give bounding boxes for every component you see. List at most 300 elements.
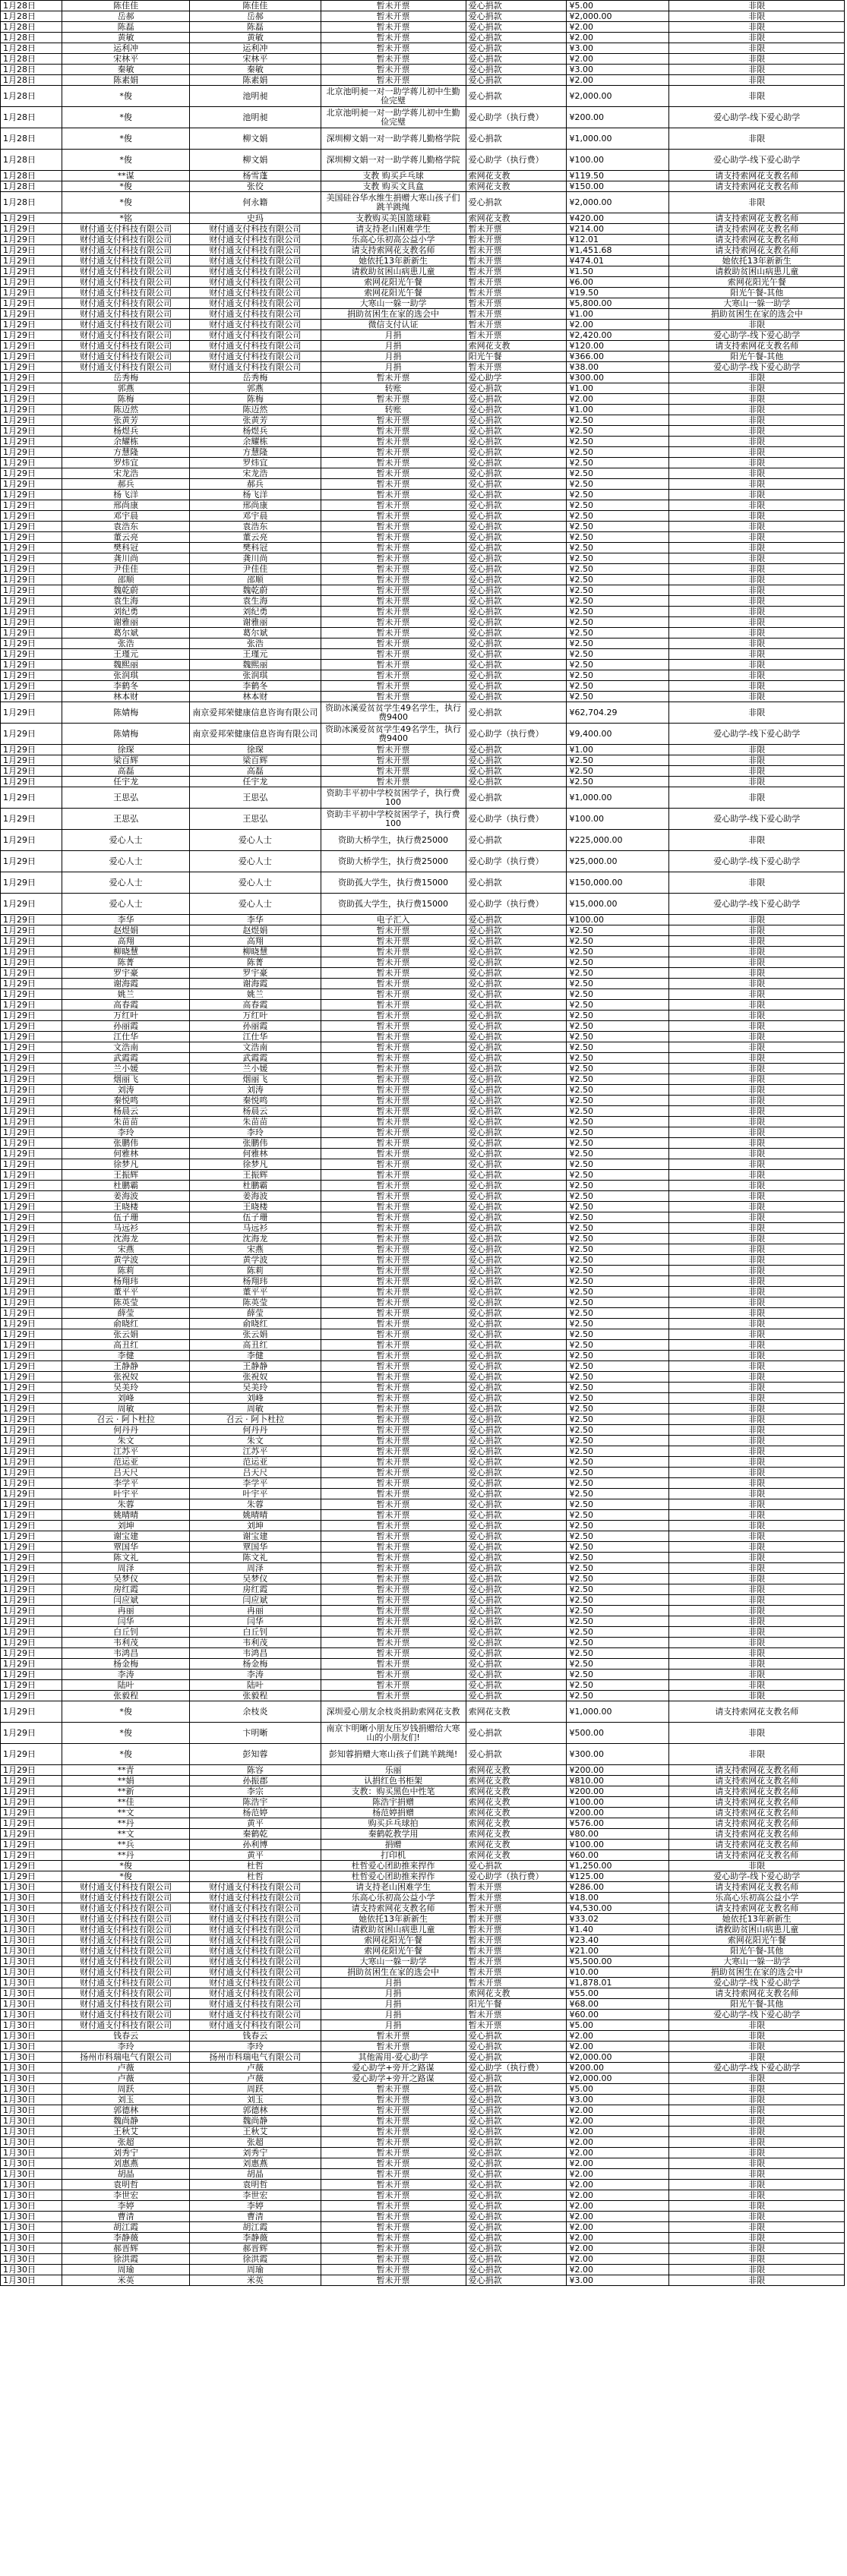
table-row bbox=[1, 277, 845, 288]
remark-name-cell: 财付通支付科技有限公司 bbox=[190, 1882, 321, 1893]
destination-cell: 非限 bbox=[669, 447, 845, 458]
remark-name-cell: 王晓楼 bbox=[190, 1202, 321, 1212]
date-cell: 1月29日 bbox=[1, 543, 62, 553]
destination-cell: 爱心助学-线下爱心助学 bbox=[669, 2063, 845, 2073]
remark-name-cell: 余耀栋 bbox=[190, 437, 321, 447]
amount-cell: ¥300.00 bbox=[567, 1744, 669, 1765]
donor-cell: 卢薇 bbox=[62, 2063, 189, 2073]
destination-cell: 爱心助学-线下爱心助学 bbox=[669, 894, 845, 915]
destination-cell: 请支持索网花支教名师 bbox=[669, 181, 845, 192]
table-row bbox=[1, 1648, 845, 1659]
date-cell: 1月29日 bbox=[1, 915, 62, 925]
destination-cell: 非限 bbox=[669, 1191, 845, 1202]
purpose-cell: 暂未开票 bbox=[321, 2158, 466, 2169]
date-cell: 1月29日 bbox=[1, 1786, 62, 1797]
remark-name-cell: 杨晨云 bbox=[190, 1106, 321, 1117]
donation-type-cell: 爱心捐款 bbox=[466, 2127, 567, 2137]
remark-name-cell: 财付通支付科技有限公司 bbox=[190, 224, 321, 235]
purpose-cell: 暂未开票 bbox=[321, 2233, 466, 2243]
donor-cell: 高丑红 bbox=[62, 1340, 189, 1351]
donation-type-cell: 暂未开票 bbox=[466, 362, 567, 373]
donor-cell: 财付通支付科技有限公司 bbox=[62, 362, 189, 373]
donor-cell: 财付通支付科技有限公司 bbox=[62, 298, 189, 309]
remark-name-cell: 财付通支付科技有限公司 bbox=[190, 352, 321, 362]
destination-cell: 非限 bbox=[669, 437, 845, 447]
date-cell: 1月29日 bbox=[1, 649, 62, 660]
purpose-cell: 暂未开票 bbox=[321, 1680, 466, 1691]
donor-cell: 杨翔玮 bbox=[62, 1276, 189, 1287]
remark-name-cell: 江仕华 bbox=[190, 1032, 321, 1042]
destination-cell: 非限 bbox=[669, 1861, 845, 1871]
donor-cell: 陈婧梅 bbox=[62, 724, 189, 745]
donation-type-cell: 爱心捐款 bbox=[466, 1351, 567, 1361]
donation-type-cell: 爱心捐款 bbox=[466, 660, 567, 670]
donor-cell: 爱心人士 bbox=[62, 894, 189, 915]
donor-cell: 财付通支付科技有限公司 bbox=[62, 266, 189, 277]
donor-cell: 杨金梅 bbox=[62, 1659, 189, 1670]
date-cell: 1月29日 bbox=[1, 1096, 62, 1106]
donation-type-cell: 索网花支教 bbox=[466, 181, 567, 192]
date-cell: 1月29日 bbox=[1, 1170, 62, 1181]
destination-cell: 非限 bbox=[669, 1202, 845, 1212]
donation-type-cell: 爱心捐款 bbox=[466, 1000, 567, 1011]
destination-cell: 请支持索网花支教名师 bbox=[669, 1840, 845, 1850]
donor-cell: 财付通支付科技有限公司 bbox=[62, 320, 189, 330]
date-cell: 1月29日 bbox=[1, 1595, 62, 1606]
donor-cell: 高翔 bbox=[62, 936, 189, 947]
purpose-cell: 暂未开票 bbox=[321, 458, 466, 468]
donation-type-cell: 爱心捐款 bbox=[466, 2042, 567, 2052]
date-cell: 1月29日 bbox=[1, 1000, 62, 1011]
remark-name-cell: 财付通支付科技有限公司 bbox=[190, 1893, 321, 1903]
table-row bbox=[1, 1978, 845, 1988]
amount-cell: ¥2.50 bbox=[567, 1011, 669, 1021]
table-row bbox=[1, 787, 845, 809]
amount-cell: ¥2.00 bbox=[567, 2105, 669, 2116]
donation-type-cell: 爱心捐款 bbox=[466, 1521, 567, 1531]
destination-cell: 非限 bbox=[669, 2148, 845, 2158]
amount-cell: ¥2,000.00 bbox=[567, 86, 669, 107]
date-cell: 1月28日 bbox=[1, 43, 62, 54]
purpose-cell: 捐助贫困生在家的选会中 bbox=[321, 1967, 466, 1978]
destination-cell: 非限 bbox=[669, 968, 845, 979]
date-cell: 1月29日 bbox=[1, 596, 62, 607]
donor-cell: 岳郝 bbox=[62, 11, 189, 22]
donor-cell: 财付通支付科技有限公司 bbox=[62, 1967, 189, 1978]
purpose-cell: 爱心助学+旁开之路谋 bbox=[321, 2063, 466, 2073]
amount-cell: ¥2.00 bbox=[567, 2201, 669, 2212]
remark-name-cell: 江苏平 bbox=[190, 1446, 321, 1457]
donor-cell: 郭德林 bbox=[62, 2105, 189, 2116]
remark-name-cell: 宋燕 bbox=[190, 1244, 321, 1255]
table-row bbox=[1, 1372, 845, 1383]
purpose-cell: 月捐 bbox=[321, 2020, 466, 2031]
table-row bbox=[1, 298, 845, 309]
amount-cell: ¥2.50 bbox=[567, 766, 669, 777]
donation-type-cell: 爱心捐款 bbox=[466, 1404, 567, 1414]
donation-type-cell: 索网花支教 bbox=[466, 341, 567, 352]
amount-cell: ¥200.00 bbox=[567, 1786, 669, 1797]
date-cell: 1月29日 bbox=[1, 479, 62, 490]
amount-cell: ¥1,000.00 bbox=[567, 1701, 669, 1723]
destination-cell: 非限 bbox=[669, 2254, 845, 2265]
donor-cell: 财付通支付科技有限公司 bbox=[62, 330, 189, 341]
amount-cell: ¥2.00 bbox=[567, 2042, 669, 2052]
date-cell: 1月29日 bbox=[1, 1563, 62, 1574]
remark-name-cell: 杜鹏霸 bbox=[190, 1181, 321, 1191]
purpose-cell: 暂未开票 bbox=[321, 2095, 466, 2105]
donation-type-cell: 爱心助学 bbox=[466, 373, 567, 383]
amount-cell: ¥2.50 bbox=[567, 1606, 669, 1616]
purpose-cell: 暂未开票 bbox=[321, 511, 466, 522]
amount-cell: ¥2.50 bbox=[567, 1510, 669, 1521]
remark-name-cell: 黄平 bbox=[190, 1850, 321, 1861]
donation-type-cell: 爱心捐款 bbox=[466, 1446, 567, 1457]
donation-type-cell: 爱心捐款 bbox=[466, 1616, 567, 1627]
donation-type-cell: 爱心捐款 bbox=[466, 989, 567, 1000]
amount-cell: ¥2.50 bbox=[567, 947, 669, 957]
amount-cell: ¥2.50 bbox=[567, 1393, 669, 1404]
donation-type-cell: 爱心捐款 bbox=[466, 1181, 567, 1191]
remark-name-cell: 罗炜宜 bbox=[190, 458, 321, 468]
table-row bbox=[1, 1967, 845, 1978]
destination-cell: 非限 bbox=[669, 766, 845, 777]
donation-type-cell: 爱心捐款 bbox=[466, 585, 567, 596]
date-cell: 1月29日 bbox=[1, 1351, 62, 1361]
table-row bbox=[1, 1478, 845, 1489]
amount-cell: ¥33.02 bbox=[567, 1914, 669, 1925]
amount-cell: ¥2.50 bbox=[567, 1308, 669, 1319]
destination-cell: 非限 bbox=[669, 787, 845, 809]
date-cell: 1月30日 bbox=[1, 2031, 62, 2042]
donation-type-cell: 索网花支教 bbox=[466, 213, 567, 224]
date-cell: 1月30日 bbox=[1, 1946, 62, 1956]
purpose-cell: 暂未开票 bbox=[321, 692, 466, 702]
remark-name-cell: 吴美玲 bbox=[190, 1383, 321, 1393]
date-cell: 1月29日 bbox=[1, 809, 62, 830]
donor-cell: 陈菁 bbox=[62, 957, 189, 968]
purpose-cell: 资助冰溪爱贫贫学生49名学生，执行费9400 bbox=[321, 724, 466, 745]
donation-type-cell: 爱心捐款 bbox=[466, 2265, 567, 2275]
donor-cell: **文 bbox=[62, 1829, 189, 1840]
table-row bbox=[1, 1840, 845, 1850]
table-row bbox=[1, 872, 845, 894]
destination-cell: 请救助贫困山病患儿童 bbox=[669, 266, 845, 277]
remark-name-cell: 财付通支付科技有限公司 bbox=[190, 309, 321, 320]
purpose-cell: 请支持索网花支教名师 bbox=[321, 1903, 466, 1914]
amount-cell: ¥200.00 bbox=[567, 107, 669, 128]
remark-name-cell: 白丘钊 bbox=[190, 1627, 321, 1638]
amount-cell: ¥9,400.00 bbox=[567, 724, 669, 745]
remark-name-cell: 郝兵 bbox=[190, 479, 321, 490]
purpose-cell: 捐赠 bbox=[321, 1840, 466, 1850]
table-row bbox=[1, 2158, 845, 2169]
purpose-cell: 暂未开票 bbox=[321, 1106, 466, 1117]
purpose-cell: 暂未开票 bbox=[321, 1266, 466, 1276]
date-cell: 1月29日 bbox=[1, 1542, 62, 1553]
table-row bbox=[1, 809, 845, 830]
amount-cell: ¥2.50 bbox=[567, 585, 669, 596]
donor-cell: 周瑜 bbox=[62, 2265, 189, 2275]
donation-type-cell: 爱心捐款 bbox=[466, 1670, 567, 1680]
remark-name-cell: 闫应斌 bbox=[190, 1595, 321, 1606]
amount-cell: ¥4,530.00 bbox=[567, 1903, 669, 1914]
donation-type-cell: 索网花支教 bbox=[466, 1988, 567, 1999]
date-cell: 1月30日 bbox=[1, 2127, 62, 2137]
destination-cell: 非限 bbox=[669, 1138, 845, 1149]
remark-name-cell: 陈莉 bbox=[190, 1266, 321, 1276]
purpose-cell: 支教 购买文具盒 bbox=[321, 181, 466, 192]
table-row bbox=[1, 394, 845, 405]
destination-cell: 非限 bbox=[669, 692, 845, 702]
table-row bbox=[1, 681, 845, 692]
donor-cell: 任宇龙 bbox=[62, 777, 189, 787]
donor-cell: 张润琪 bbox=[62, 670, 189, 681]
purpose-cell: 月捐 bbox=[321, 1978, 466, 1988]
donation-type-cell: 爱心捐款 bbox=[466, 1574, 567, 1584]
amount-cell: ¥2.50 bbox=[567, 1181, 669, 1191]
table-row bbox=[1, 1553, 845, 1563]
amount-cell: ¥2.50 bbox=[567, 1584, 669, 1595]
donor-cell: **丹 bbox=[62, 1818, 189, 1829]
table-row bbox=[1, 373, 845, 383]
purpose-cell: 暂未开票 bbox=[321, 2148, 466, 2158]
donor-cell: 财付通支付科技有限公司 bbox=[62, 277, 189, 288]
purpose-cell: 暂未开票 bbox=[321, 33, 466, 43]
purpose-cell: 暂未开票 bbox=[321, 2254, 466, 2265]
purpose-cell: 暂未开票 bbox=[321, 1032, 466, 1042]
destination-cell: 非限 bbox=[669, 532, 845, 543]
donation-type-cell: 暂未开票 bbox=[466, 298, 567, 309]
amount-cell: ¥2.50 bbox=[567, 500, 669, 511]
amount-cell: ¥1,000.00 bbox=[567, 128, 669, 150]
table-row bbox=[1, 330, 845, 341]
donor-cell: *俊 bbox=[62, 181, 189, 192]
amount-cell: ¥150,000.00 bbox=[567, 872, 669, 894]
donation-type-cell: 爱心捐款 bbox=[466, 1553, 567, 1563]
remark-name-cell: 邵顺 bbox=[190, 575, 321, 585]
remark-name-cell: 杨雪蓬 bbox=[190, 171, 321, 181]
amount-cell: ¥2.50 bbox=[567, 925, 669, 936]
donor-cell: 陈婧梅 bbox=[62, 702, 189, 724]
purpose-cell: 暂未开票 bbox=[321, 1542, 466, 1553]
table-row bbox=[1, 1425, 845, 1436]
date-cell: 1月29日 bbox=[1, 1212, 62, 1223]
remark-name-cell: 财付通支付科技有限公司 bbox=[190, 362, 321, 373]
donation-type-cell: 爱心捐款 bbox=[466, 479, 567, 490]
donation-type-cell: 爱心捐款 bbox=[466, 1648, 567, 1659]
purpose-cell: 杨范婷捐赠 bbox=[321, 1808, 466, 1818]
table-row bbox=[1, 11, 845, 22]
amount-cell: ¥2.50 bbox=[567, 1489, 669, 1499]
table-row bbox=[1, 1861, 845, 1871]
amount-cell: ¥2.50 bbox=[567, 1085, 669, 1096]
table-row bbox=[1, 2116, 845, 2127]
purpose-cell: 秦鹤乾教学用 bbox=[321, 1829, 466, 1840]
date-cell: 1月30日 bbox=[1, 2212, 62, 2222]
amount-cell: ¥2.50 bbox=[567, 1138, 669, 1149]
donation-type-cell: 爱心捐款 bbox=[466, 75, 567, 86]
remark-name-cell: 郝晋辉 bbox=[190, 2243, 321, 2254]
destination-cell: 请支持索网花支教名师 bbox=[669, 1776, 845, 1786]
donor-cell: 李世宏 bbox=[62, 2190, 189, 2201]
donor-cell: 林本财 bbox=[62, 692, 189, 702]
donor-cell: 沈海龙 bbox=[62, 1234, 189, 1244]
table-row bbox=[1, 617, 845, 628]
donation-type-cell: 爱心捐款 bbox=[466, 1659, 567, 1670]
donor-cell: 李静薇 bbox=[62, 2233, 189, 2243]
table-row bbox=[1, 2084, 845, 2095]
donation-type-cell: 爱心捐款 bbox=[466, 43, 567, 54]
destination-cell: 大寒山一躲一助学 bbox=[669, 1956, 845, 1967]
donation-type-cell: 爱心捐款 bbox=[466, 2233, 567, 2243]
remark-name-cell: 谢海霞 bbox=[190, 979, 321, 989]
table-row bbox=[1, 1276, 845, 1287]
donation-type-cell: 爱心捐款 bbox=[466, 192, 567, 213]
amount-cell: ¥2.50 bbox=[567, 1457, 669, 1468]
amount-cell: ¥100.00 bbox=[567, 915, 669, 925]
destination-cell: 请支持索网花支教名师 bbox=[669, 213, 845, 224]
donation-type-cell: 爱心捐款 bbox=[466, 500, 567, 511]
destination-cell: 非限 bbox=[669, 660, 845, 670]
amount-cell: ¥2.50 bbox=[567, 522, 669, 532]
destination-cell: 非限 bbox=[669, 1223, 845, 1234]
donation-type-cell: 爱心捐款 bbox=[466, 1680, 567, 1691]
remark-name-cell: 杨范婷 bbox=[190, 1808, 321, 1818]
date-cell: 1月29日 bbox=[1, 235, 62, 245]
date-cell: 1月30日 bbox=[1, 1925, 62, 1935]
purpose-cell: 微信支付认证 bbox=[321, 320, 466, 330]
donor-cell: 高春霞 bbox=[62, 1000, 189, 1011]
table-row bbox=[1, 437, 845, 447]
remark-name-cell: 杨煜兵 bbox=[190, 426, 321, 437]
donation-type-cell: 暂未开票 bbox=[466, 1882, 567, 1893]
purpose-cell: 请支持老山困难学生 bbox=[321, 224, 466, 235]
donor-cell: 陈英莹 bbox=[62, 1297, 189, 1308]
date-cell: 1月29日 bbox=[1, 872, 62, 894]
donor-cell: 陈磊 bbox=[62, 22, 189, 33]
destination-cell: 非限 bbox=[669, 872, 845, 894]
purpose-cell: 暂未开票 bbox=[321, 1510, 466, 1521]
remark-name-cell: 徐琛 bbox=[190, 745, 321, 755]
table-row bbox=[1, 1510, 845, 1521]
destination-cell: 请支持索网花支教名师 bbox=[669, 1829, 845, 1840]
destination-cell: 请支持索网花支教名师 bbox=[669, 1765, 845, 1776]
amount-cell: ¥286.00 bbox=[567, 1882, 669, 1893]
donation-type-cell: 爱心捐款 bbox=[466, 1117, 567, 1127]
donation-type-cell: 暂未开票 bbox=[466, 266, 567, 277]
donation-type-cell: 爱心捐款 bbox=[466, 1170, 567, 1181]
table-row bbox=[1, 1414, 845, 1425]
amount-cell: ¥2.50 bbox=[567, 1106, 669, 1117]
table-row bbox=[1, 638, 845, 649]
table-row bbox=[1, 1871, 845, 1882]
donor-cell: 李涛 bbox=[62, 1670, 189, 1680]
date-cell: 1月29日 bbox=[1, 1414, 62, 1425]
date-cell: 1月29日 bbox=[1, 458, 62, 468]
donor-cell: 柳晓慧 bbox=[62, 947, 189, 957]
donor-cell: 刘纪勇 bbox=[62, 607, 189, 617]
remark-name-cell: 谢宝建 bbox=[190, 1531, 321, 1542]
donor-cell: 兰小媛 bbox=[62, 1064, 189, 1074]
destination-cell: 非限 bbox=[669, 1446, 845, 1457]
remark-name-cell: 王振辉 bbox=[190, 1170, 321, 1181]
table-row bbox=[1, 1074, 845, 1085]
donation-type-cell: 爱心捐款 bbox=[466, 766, 567, 777]
table-row bbox=[1, 2212, 845, 2222]
purpose-cell: 暂未开票 bbox=[321, 75, 466, 86]
amount-cell: ¥2.50 bbox=[567, 1499, 669, 1510]
donor-cell: 财付通支付科技有限公司 bbox=[62, 288, 189, 298]
destination-cell: 非限 bbox=[669, 128, 845, 150]
date-cell: 1月28日 bbox=[1, 54, 62, 65]
amount-cell: ¥2.50 bbox=[567, 1159, 669, 1170]
destination-cell: 非限 bbox=[669, 54, 845, 65]
date-cell: 1月29日 bbox=[1, 617, 62, 628]
donation-type-cell: 爱心捐款 bbox=[466, 54, 567, 65]
donor-cell: 扬州市科瑞电气有限公司 bbox=[62, 2052, 189, 2063]
purpose-cell: 电子汇入 bbox=[321, 915, 466, 925]
table-row bbox=[1, 745, 845, 755]
destination-cell: 非限 bbox=[669, 415, 845, 426]
destination-cell: 爱心助学-线下爱心助学 bbox=[669, 107, 845, 128]
amount-cell: ¥2.50 bbox=[567, 1223, 669, 1234]
purpose-cell: 杜哲爱心团助推来捍作 bbox=[321, 1861, 466, 1871]
donor-cell: 郝晋辉 bbox=[62, 2243, 189, 2254]
destination-cell: 非限 bbox=[669, 1670, 845, 1680]
purpose-cell: 暂未开票 bbox=[321, 681, 466, 692]
table-row bbox=[1, 224, 845, 235]
amount-cell: ¥100.00 bbox=[567, 150, 669, 171]
date-cell: 1月29日 bbox=[1, 1042, 62, 1053]
remark-name-cell: 王静静 bbox=[190, 1361, 321, 1372]
remark-name-cell: 李华 bbox=[190, 915, 321, 925]
destination-cell: 非限 bbox=[669, 2042, 845, 2052]
amount-cell: ¥2.50 bbox=[567, 1191, 669, 1202]
remark-name-cell: 李玲 bbox=[190, 2042, 321, 2052]
donor-cell: 闫应斌 bbox=[62, 1595, 189, 1606]
purpose-cell: 北京池明昶一对一助学蒋儿初中生勤俭完璧 bbox=[321, 107, 466, 128]
table-row bbox=[1, 543, 845, 553]
date-cell: 1月29日 bbox=[1, 777, 62, 787]
destination-cell: 请支持索网花支教名师 bbox=[669, 1818, 845, 1829]
remark-name-cell: 岳郝 bbox=[190, 11, 321, 22]
purpose-cell: 暂未开票 bbox=[321, 1659, 466, 1670]
donor-cell: 财付通支付科技有限公司 bbox=[62, 2010, 189, 2020]
remark-name-cell: 董云亮 bbox=[190, 532, 321, 543]
table-row bbox=[1, 1797, 845, 1808]
table-row bbox=[1, 1988, 845, 1999]
purpose-cell: 暂未开票 bbox=[321, 2084, 466, 2095]
donation-type-cell: 爱心捐款 bbox=[466, 532, 567, 543]
amount-cell: ¥2.50 bbox=[567, 979, 669, 989]
remark-name-cell: 南京爱邦荣健康信息咨询有限公司 bbox=[190, 702, 321, 724]
donor-cell: 闫华 bbox=[62, 1616, 189, 1627]
remark-name-cell: 周瑜 bbox=[190, 2265, 321, 2275]
date-cell: 1月30日 bbox=[1, 1988, 62, 1999]
donation-type-cell: 爱心助学（执行费） bbox=[466, 107, 567, 128]
purpose-cell: 暂未开票 bbox=[321, 1244, 466, 1255]
remark-name-cell: 财付通支付科技有限公司 bbox=[190, 298, 321, 309]
table-row bbox=[1, 575, 845, 585]
remark-name-cell: 柳文娟 bbox=[190, 128, 321, 150]
remark-name-cell: 韦利茂 bbox=[190, 1638, 321, 1648]
donation-type-cell: 爱心捐款 bbox=[466, 1276, 567, 1287]
destination-cell: 非限 bbox=[669, 2105, 845, 2116]
table-row bbox=[1, 607, 845, 617]
table-row bbox=[1, 2243, 845, 2254]
purpose-cell: 捐助贫困生在家的选会中 bbox=[321, 309, 466, 320]
